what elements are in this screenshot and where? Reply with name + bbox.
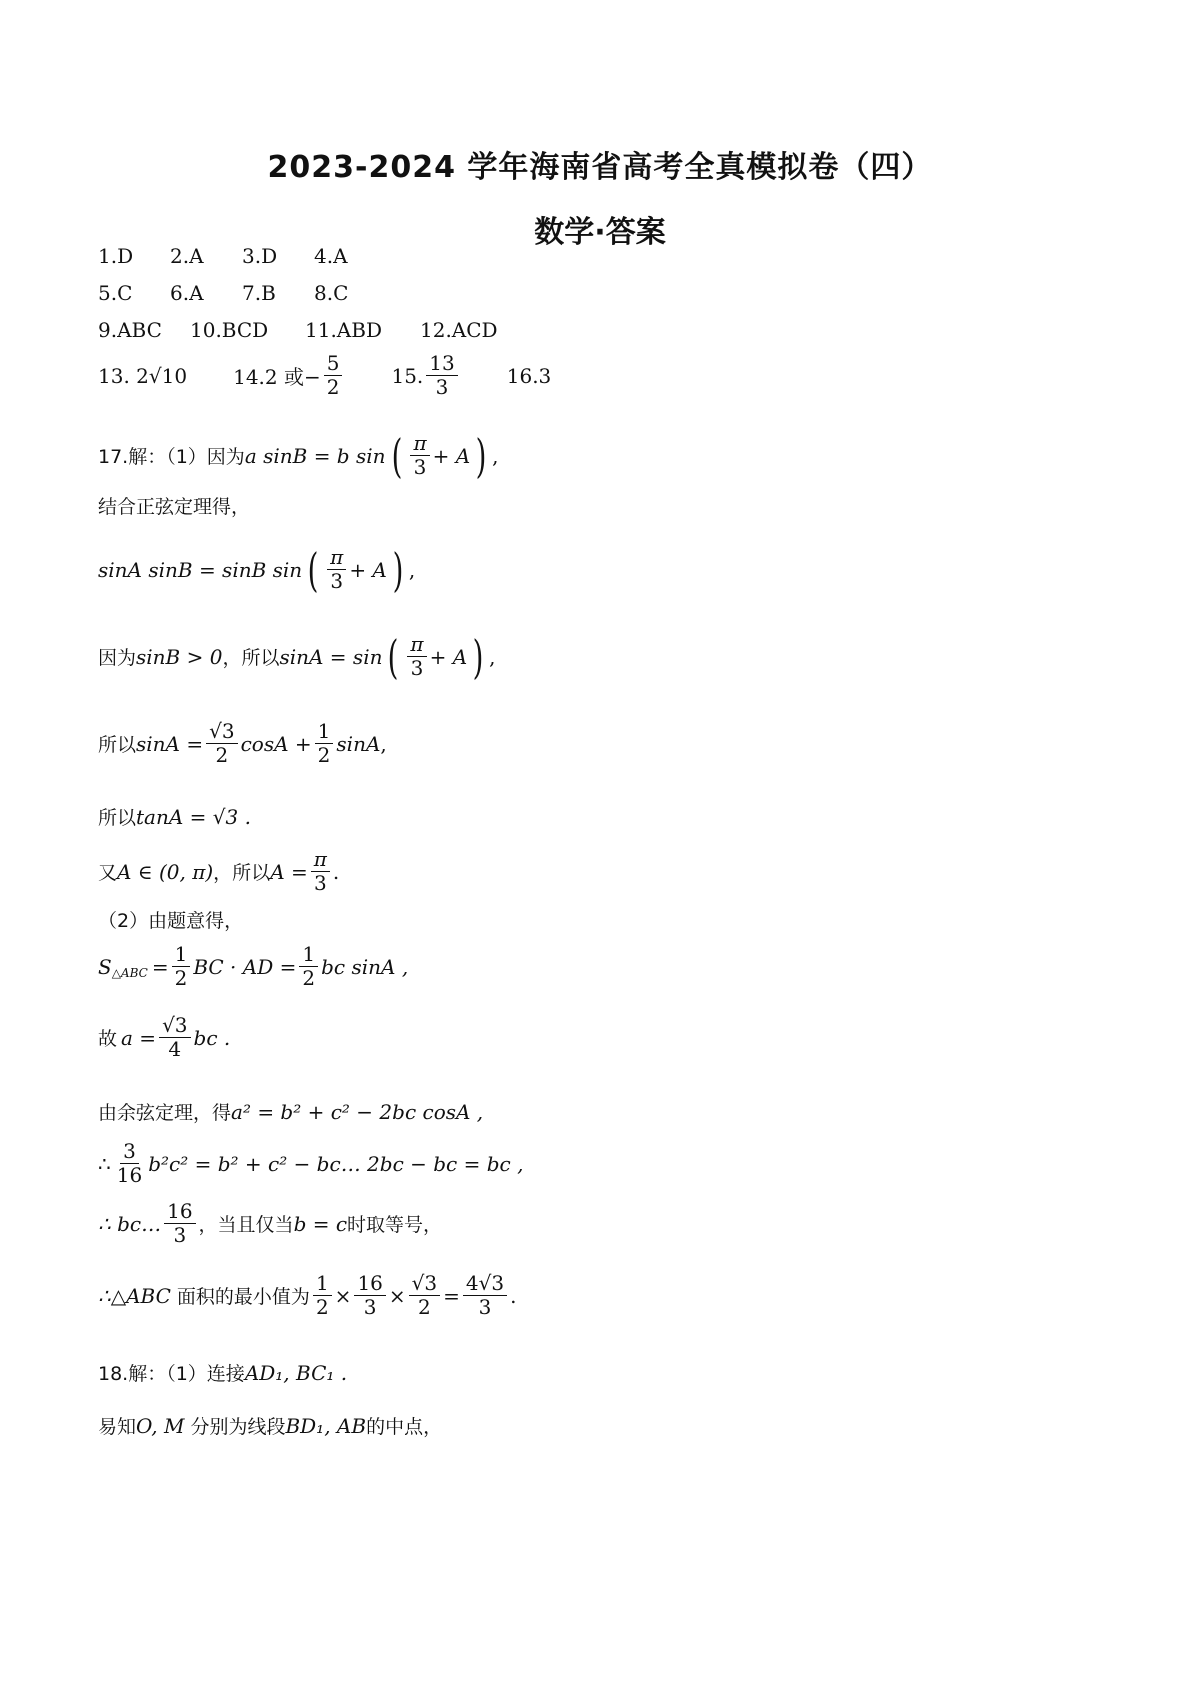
answer-16: 16.3 [506, 363, 552, 388]
answer-item: 2.A [170, 244, 204, 268]
answer-15-fraction: $\frac{13}{3}$ [426, 352, 457, 399]
sol18-line-1: 18.解：（1）连接 AD₁, BC₁ . [98, 1360, 348, 1385]
answer-row-4 [98, 352, 551, 399]
answer-item: 12.ACD [420, 318, 498, 342]
answer-item: 3.D [242, 244, 278, 268]
sol17-line-14: ∴△ABC 面积的最小值为 $\frac{1}{2}$ × $\frac{16}{3}$ × $\frac{√3}{2}$ = $\frac{4√3}{3}$ . [98, 1271, 517, 1319]
page-subtitle: 数学·答案 [534, 215, 666, 250]
answer-item: 10.BCD [190, 318, 269, 342]
sol17-line-8: （2）由题意得， [98, 910, 244, 932]
sol17-line-7: 又 A ∈ (0, π) ，所以 A = $\frac{\pi}{3}$ . [98, 847, 340, 895]
answer-item: 8.C [314, 281, 349, 305]
sol17-line-2: 结合正弦定理得， [98, 496, 251, 518]
answer-row-3 [98, 318, 498, 342]
sol17-line-1: 17.解：（1）因为 a sinB = b sin ( $\frac{\pi}{3}$ + A ) , [98, 428, 499, 483]
sol17-line-9: S △ABC = $\frac{1}{2}$ BC · AD = $\frac{1}{2}$ bc sinA , [98, 942, 409, 990]
answer-item: 9.ABC [98, 318, 162, 342]
answer-item: 1.D [98, 244, 134, 268]
sol17-line-10: 故 a = $\frac{√3}{4}$ bc . [98, 1013, 231, 1061]
answer-item: 5.C [98, 281, 133, 305]
answer-item: 4.A [314, 244, 348, 268]
answer-row-1 [98, 244, 386, 268]
sol17-line-5: 所以 sinA = $\frac{√3}{2}$ cosA + $\frac{1}{2}$ sinA , [98, 719, 387, 767]
answer-14-prefix: 14.2 或− [233, 365, 321, 389]
sol17-line-3: sinA sinB = sinB sin ( $\frac{\pi}{3}$ + A ) , [98, 542, 416, 597]
answer-14-fraction: $\frac{5}{2}$ [324, 352, 343, 399]
sol17-line-13: ∴ bc… $\frac{16}{3}$ ，当且仅当 b = c 时取等号， [98, 1199, 443, 1247]
answer-15-prefix: 15. [391, 363, 424, 388]
page-title: 2023-2024 学年海南省高考全真模拟卷（四） [267, 150, 933, 185]
answer-item: 11.ABD [305, 318, 382, 342]
answer-item: 7.B [242, 281, 276, 305]
sol17-line-4: 因为 sinB > 0 ，所以 sinA = sin ( $\frac{\pi}{3}$ + A ) , [98, 629, 496, 684]
sol17-line-6: 所以 tanA = √3 . [98, 804, 251, 829]
sol17-line-11: 由余弦定理，得 a² = b² + c² − 2bc cosA , [98, 1099, 484, 1124]
answer-13: 13. 2√10 [98, 363, 188, 388]
sol17-line-12: ∴ $\frac{3}{16}$ b²c² = b² + c² − bc… 2bc − bc = bc , [98, 1139, 524, 1187]
sol18-line-2: 易知 O, M 分别为线段 BD₁, AB 的中点， [98, 1413, 443, 1438]
answer-item: 6.A [170, 281, 204, 305]
answer-row-2 [98, 281, 386, 305]
